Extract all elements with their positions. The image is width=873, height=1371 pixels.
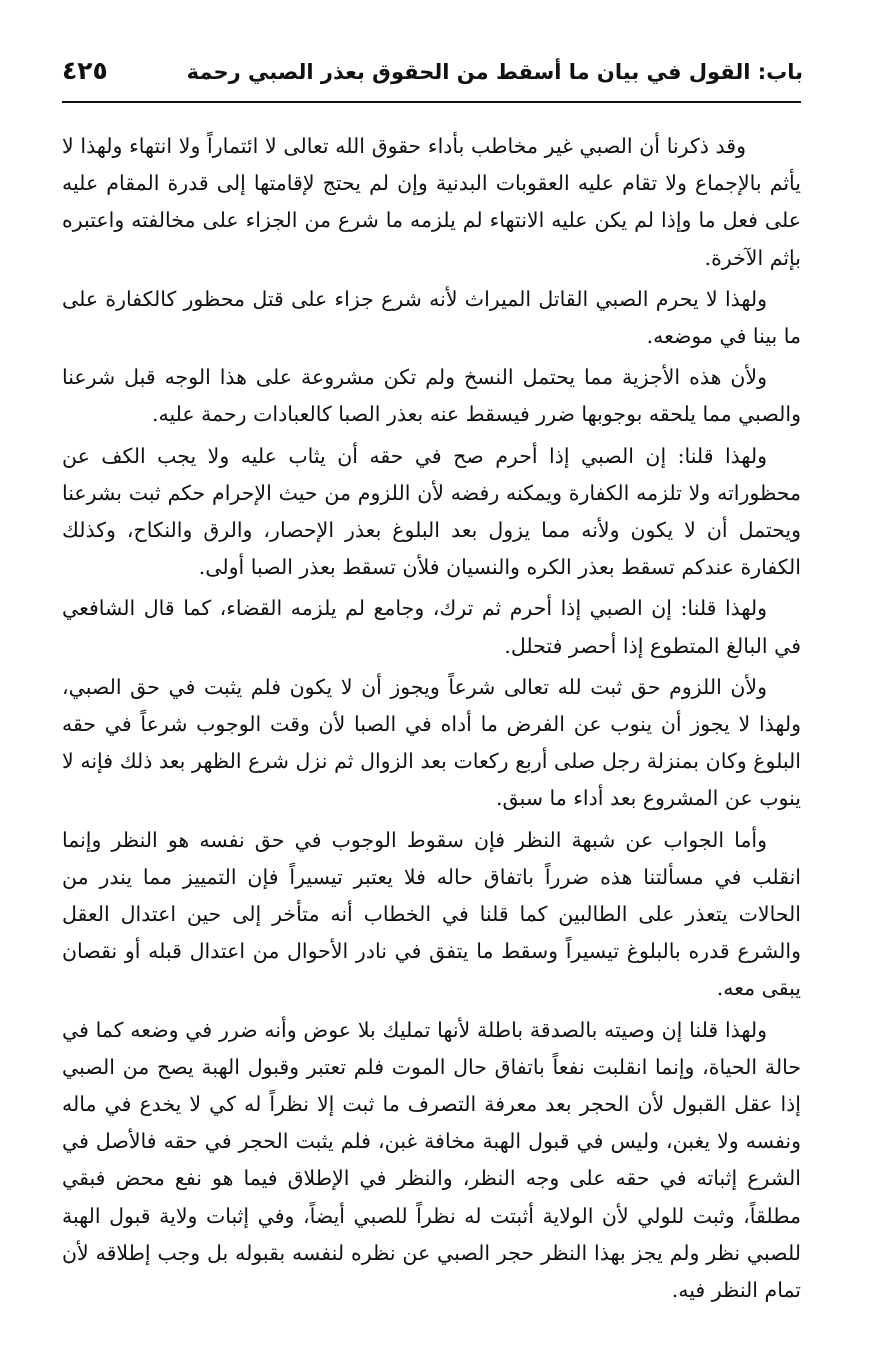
chapter-title: باب: القول في بيان ما أسقط من الحقوق بعذر الصبي رحمة <box>186 60 803 84</box>
paragraph: ولهذا قلنا إن وصيته بالصدقة باطلة لأنها تمليك بلا عوض وأنه ضرر في وضعه كما في حالة الحياة، وإنما انقلبت نفعاً باتفاق حال الموت فلم تعتبر وقبول الهبة يصح من الصبي إذا عقل القبول لأن الحجر بعد معرفة التصرف ما ثبت إلا نظراً له كي لا يخدع في ماله ونفسه ولا يغبن، وليس في قبول الهبة مخافة غبن، فلم يثبت الحجر في حقه فالأصل في الشرع إثباته في حقه على وجه النظر، والنظر في الإطلاق فيما هو نفع محض فبقي مطلقاً، وثبت للولي لأن الولاية أثبتت له نظراً للصبي أيضاً، وفي إثبات ولاية قبول الهبة للصبي نظر ولم يجز بهذا النظر حجر الصبي عن نظره لنفسه بقبوله بل وجب إطلاقه لأن تمام النظر فيه. <box>62 1017 801 1303</box>
page-number: ٤٢٥ <box>62 56 108 85</box>
header-divider <box>62 101 801 103</box>
page-body <box>62 128 801 1313</box>
paragraph: ولهذا قلنا: إن الصبي إذا أحرم صح في حقه أن يثاب عليه ولا يجب الكف عن محظوراته ولا تلزمه الكفارة ويمكنه رفضه لأن اللزوم من حيث الإحرام حكم ثبت بشرعنا ويحتمل أن لا يكون ولأنه مما يزول بعد البلوغ بعذر الإحصار، والرق والنكاح، وكذلك الكفارة عندكم تسقط بعذر الكره والنسيان فلأن تسقط بعذر الصبا أولى. <box>62 443 801 580</box>
paragraph: ولأن هذه الأجزية مما يحتمل النسخ ولم تكن مشروعة على هذا الوجه قبل شرعنا والصبي مما يلحقه بوجوبها ضرر فيسقط عنه بعذر الصبا كالعبادات رحمة عليه. <box>62 365 801 427</box>
paragraph: ولهذا لا يحرم الصبي القاتل الميراث لأنه شرع جزاء على قتل محظور كالكفارة على ما بينا في موضعه. <box>62 286 801 349</box>
paragraph: ولهذا قلنا: إن الصبي إذا أحرم ثم ترك، وجامع لم يلزمه القضاء، كما قال الشافعي في البالغ المتطوع إذا أحصر فتحلل. <box>62 596 801 658</box>
paragraph: وقد ذكرنا أن الصبي غير مخاطب بأداء حقوق الله تعالى لا ائتماراً ولا انتهاء ولهذا لا يأثم بالإجماع ولا تقام عليه العقوبات البدنية وإن لم يحتج لإقامتها إلى قدرة المقام عليه على فعل ما وإذا لم يكن عليه الانتهاء لم يلزمه ما شرع من الجزاء على مخالفته واعتبره بإثم الآخرة. <box>62 134 801 270</box>
page-header <box>62 52 803 98</box>
paragraph: وأما الجواب عن شبهة النظر فإن سقوط الوجوب في حق نفسه هو النظر وإنما انقلب في مسألتنا هذه ضرراً باتفاق حاله فلا يعتبر تيسيراً فإن التمييز مما يندر من الحالات يتعذر على الطالبين كما قلنا في الخطاب أنه متأخر إلى حين اعتدال العقل والشرع قدره بالبلوغ تيسيراً وسقط ما يتفق في نادر الأحوال من اعتدال قبله أو نقصان يبقى معه. <box>62 827 801 1001</box>
paragraph: ولأن اللزوم حق ثبت لله تعالى شرعاً ويجوز أن لا يكون فلم يثبت في حق الصبي، ولهذا لا يجوز أن ينوب عن الفرض ما أداه في الصبا لأن وقت الوجوب شرعاً في حقه البلوغ وكان بمنزلة رجل صلى أربع ركعات بعد الزوال ثم نزل شرع الظهر بعد ذلك فإنه لا ينوب عن المشروع بعد أداء ما سبق. <box>62 674 801 811</box>
